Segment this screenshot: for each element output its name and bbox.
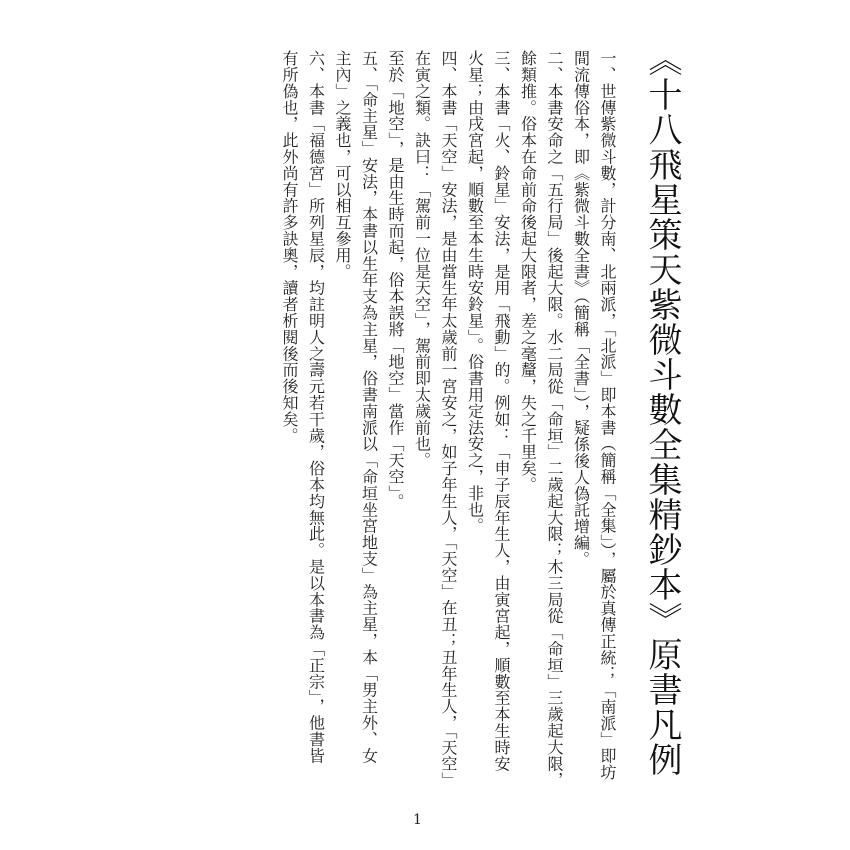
clause-3-continuation: 火星；由戌宮起，順數至本生時安鈴星」。俗書用定法安之，非也。 xyxy=(465,50,485,534)
clause-2 xyxy=(514,42,567,812)
clause-5 xyxy=(329,42,382,812)
clause-4-addendum xyxy=(382,42,409,812)
page-number: 1 xyxy=(413,812,422,828)
clause-6-text: 六、本書「福德宮」所列星辰，均註明人之壽元若干歲，俗本均無此。是以本書為「正宗」，他書皆 xyxy=(306,50,326,764)
clause-4-addendum-text: 至於「地空」，是由生時而起，俗本誤將「地空」當作「天空」。 xyxy=(386,50,405,510)
clause-3 xyxy=(461,42,514,812)
page-title: 《十八飛星策天紫微斗數全集精鈔本》原書凡例 xyxy=(642,42,682,777)
clause-5-text: 五、「命主星」安法，本書以生年支為主星，俗書南派以「命垣坐宮地支」為主星，本「男主外、女 xyxy=(359,50,379,764)
clause-2-text: 二、本書安命之「五行局」後起大限。水二局從「命垣」二歲起大限；木三局從「命垣」三歲起大限， xyxy=(545,50,564,788)
clause-5-continuation: 主內」之義也，可以相互參用。 xyxy=(333,50,352,280)
clause-4 xyxy=(408,42,461,812)
vertical-text-block xyxy=(276,42,683,812)
clause-4-continuation: 在寅之類。訣曰：「駕前一位是天空」，駕前即太歲前也。 xyxy=(412,50,432,469)
clause-2-continuation: 餘類推。俗本在命前命後起大限者，差之毫釐，失之千里矣。 xyxy=(518,50,538,493)
clause-1-continuation: 間流傳俗本，即《紫微斗數全書》（簡稱「全書」），疑係後人偽託增編。 xyxy=(571,50,591,568)
clause-6 xyxy=(276,42,329,812)
clause-list xyxy=(276,42,621,812)
clause-1 xyxy=(567,42,620,812)
clause-1-text: 一、世傳紫微斗數，計分南、北兩派，「北派」即本書（簡稱「全集」），屬於真傳正統；「南派」即坊 xyxy=(598,50,617,781)
clause-3-text: 三、本書「火、鈴星」安法，是用「飛動」的。例如：「申子辰年生人，由寅宮起，順數至本生時安 xyxy=(492,50,511,772)
clause-6-continuation: 有所偽也，此外尚有許多訣奧，讀者析閱後而後知矣。 xyxy=(280,50,299,444)
clause-4-text: 四、本書「天空」安法，是由當生年太歲前一宮安之，如子年生人，「天空」在丑；丑年生人，「天空」 xyxy=(439,50,458,789)
